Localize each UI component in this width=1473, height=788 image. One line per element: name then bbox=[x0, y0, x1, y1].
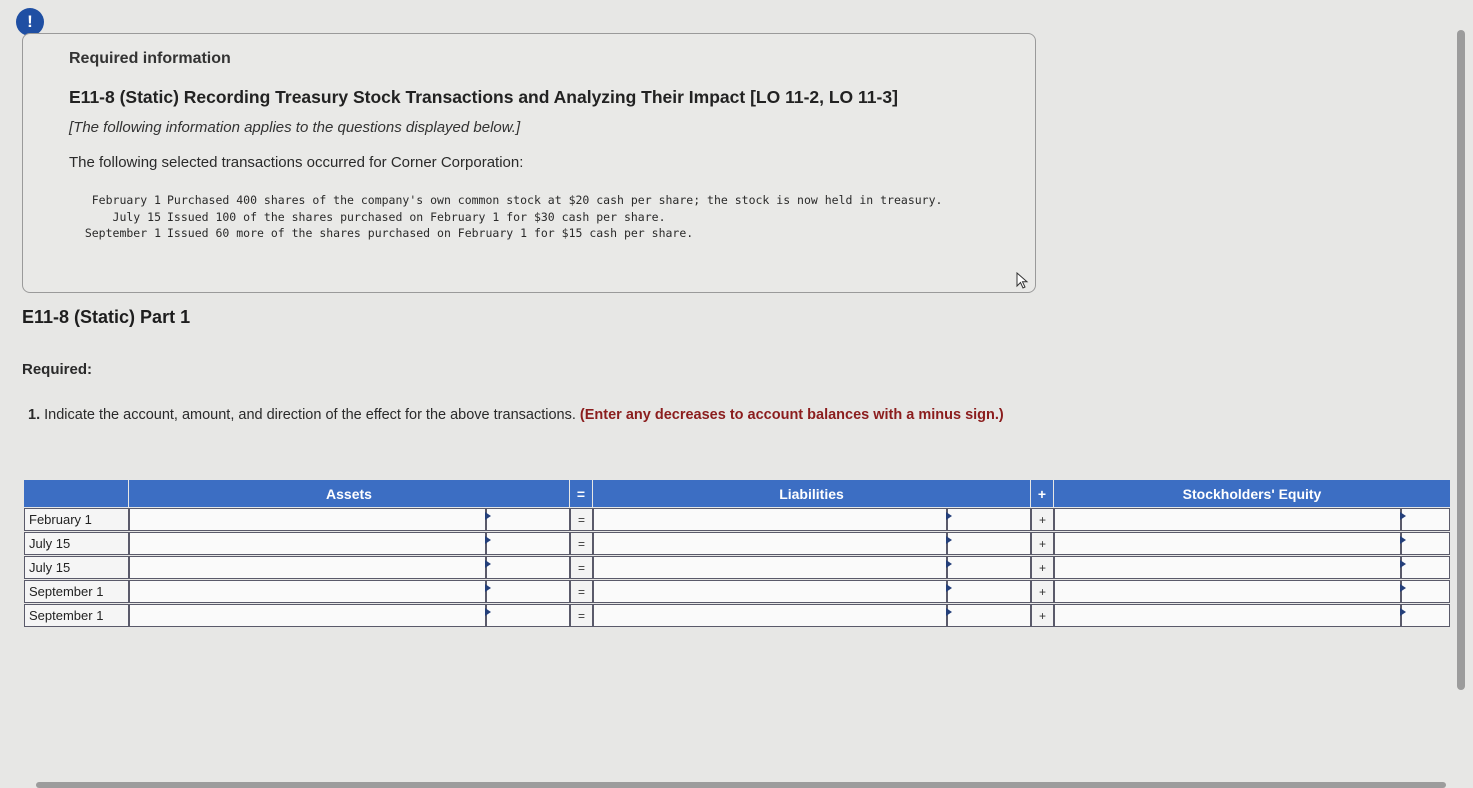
equity-account-select[interactable] bbox=[1054, 532, 1401, 555]
equals-sign: = bbox=[570, 604, 593, 627]
dropdown-arrow-icon bbox=[1400, 560, 1406, 568]
dropdown-arrow-icon bbox=[485, 536, 491, 544]
transactions-list bbox=[69, 192, 947, 242]
transaction-item bbox=[69, 192, 947, 209]
transaction-text: Issued 60 more of the shares purchased on February 1 for $15 cash per share. bbox=[167, 226, 694, 240]
liabilities-account-select[interactable] bbox=[593, 580, 947, 603]
dropdown-arrow-icon bbox=[485, 584, 491, 592]
assets-header: Assets bbox=[129, 480, 569, 507]
plus-sign: + bbox=[1031, 556, 1054, 579]
liabilities-header: Liabilities bbox=[593, 480, 1030, 507]
required-label: Required: bbox=[22, 361, 93, 378]
equity-account-select[interactable] bbox=[1054, 556, 1401, 579]
equals-sign: = bbox=[570, 508, 593, 531]
question-1 bbox=[28, 406, 1038, 425]
dropdown-arrow-icon bbox=[1400, 584, 1406, 592]
equity-account-select[interactable] bbox=[1054, 580, 1401, 603]
transaction-text: Purchased 400 shares of the company's own common stock at $20 cash per share; the stock is now held in treasury. bbox=[167, 193, 943, 207]
dropdown-arrow-icon bbox=[1400, 512, 1406, 520]
table-row bbox=[24, 508, 1450, 531]
vertical-scrollbar[interactable] bbox=[1457, 30, 1465, 690]
liabilities-amount-input[interactable] bbox=[947, 604, 1031, 627]
exercise-title: E11-8 (Static) Recording Treasury Stock Transactions and Analyzing Their Impact [LO 11-2, LO 11-3] bbox=[69, 87, 898, 107]
assets-account-select[interactable] bbox=[129, 556, 486, 579]
plus-sign: + bbox=[1031, 532, 1054, 555]
question-number: 1. bbox=[28, 407, 41, 423]
part-title: E11-8 (Static) Part 1 bbox=[22, 307, 191, 327]
equity-amount-input[interactable] bbox=[1401, 508, 1450, 531]
row-date: September 1 bbox=[24, 604, 129, 627]
assets-amount-input[interactable] bbox=[486, 532, 570, 555]
equals-sign: = bbox=[570, 580, 593, 603]
equals-sign: = bbox=[570, 556, 593, 579]
horizontal-scrollbar[interactable] bbox=[36, 782, 1446, 788]
equals-sign: = bbox=[570, 532, 593, 555]
table-row bbox=[24, 604, 1450, 627]
mouse-cursor-icon bbox=[1016, 272, 1030, 290]
liabilities-account-select[interactable] bbox=[593, 508, 947, 531]
row-date: July 15 bbox=[24, 532, 129, 555]
equity-account-select[interactable] bbox=[1054, 508, 1401, 531]
liabilities-account-select[interactable] bbox=[593, 604, 947, 627]
question-text: Indicate the account, amount, and direction of the effect for the above transactions. bbox=[44, 407, 576, 423]
dropdown-arrow-icon bbox=[1400, 608, 1406, 616]
dropdown-arrow-icon bbox=[485, 512, 491, 520]
transaction-date: September 1 bbox=[84, 226, 161, 240]
transaction-date: February 1 bbox=[91, 193, 161, 207]
assets-amount-input[interactable] bbox=[486, 580, 570, 603]
equity-amount-input[interactable] bbox=[1401, 604, 1450, 627]
transaction-item bbox=[69, 225, 947, 242]
plus-sign: + bbox=[1031, 580, 1054, 603]
liabilities-amount-input[interactable] bbox=[947, 580, 1031, 603]
table-row bbox=[24, 580, 1450, 603]
equity-amount-input[interactable] bbox=[1401, 580, 1450, 603]
exercise-note: [The following information applies to the questions displayed below.] bbox=[69, 119, 521, 136]
liabilities-account-select[interactable] bbox=[593, 556, 947, 579]
required-information-panel bbox=[22, 33, 1036, 293]
liabilities-amount-input[interactable] bbox=[947, 556, 1031, 579]
assets-amount-input[interactable] bbox=[486, 556, 570, 579]
dropdown-arrow-icon bbox=[946, 536, 952, 544]
dropdown-arrow-icon bbox=[1400, 536, 1406, 544]
liabilities-amount-input[interactable] bbox=[947, 508, 1031, 531]
required-information-heading: Required information bbox=[69, 50, 231, 67]
dropdown-arrow-icon bbox=[946, 560, 952, 568]
assets-account-select[interactable] bbox=[129, 508, 486, 531]
dropdown-arrow-icon bbox=[485, 608, 491, 616]
equals-header: = bbox=[570, 480, 592, 507]
assets-account-select[interactable] bbox=[129, 604, 486, 627]
row-date: February 1 bbox=[24, 508, 129, 531]
dropdown-arrow-icon bbox=[946, 512, 952, 520]
assets-account-select[interactable] bbox=[129, 532, 486, 555]
transactions-intro: The following selected transactions occurred for Corner Corporation: bbox=[69, 154, 524, 171]
date-column-header bbox=[24, 480, 128, 507]
dropdown-arrow-icon bbox=[946, 584, 952, 592]
plus-sign: + bbox=[1031, 604, 1054, 627]
plus-header: + bbox=[1031, 480, 1053, 507]
table-row bbox=[24, 532, 1450, 555]
transaction-item bbox=[69, 209, 947, 226]
assets-account-select[interactable] bbox=[129, 580, 486, 603]
assets-amount-input[interactable] bbox=[486, 604, 570, 627]
equity-amount-input[interactable] bbox=[1401, 532, 1450, 555]
equity-account-select[interactable] bbox=[1054, 604, 1401, 627]
liabilities-account-select[interactable] bbox=[593, 532, 947, 555]
plus-sign: + bbox=[1031, 508, 1054, 531]
equity-amount-input[interactable] bbox=[1401, 556, 1450, 579]
accounting-equation-table bbox=[24, 480, 1450, 645]
row-date: July 15 bbox=[24, 556, 129, 579]
transaction-date: July 15 bbox=[112, 209, 161, 224]
question-hint: (Enter any decreases to account balances with a minus sign.) bbox=[579, 407, 1004, 423]
liabilities-amount-input[interactable] bbox=[947, 532, 1031, 555]
row-date: September 1 bbox=[24, 580, 129, 603]
table-row bbox=[24, 556, 1450, 579]
dropdown-arrow-icon bbox=[946, 608, 952, 616]
alert-icon: ! bbox=[16, 8, 44, 36]
dropdown-arrow-icon bbox=[485, 560, 491, 568]
transaction-text: Issued 100 of the shares purchased on February 1 for $30 cash per share. bbox=[167, 209, 666, 224]
stockholders-equity-header: Stockholders' Equity bbox=[1054, 480, 1450, 507]
assets-amount-input[interactable] bbox=[486, 508, 570, 531]
